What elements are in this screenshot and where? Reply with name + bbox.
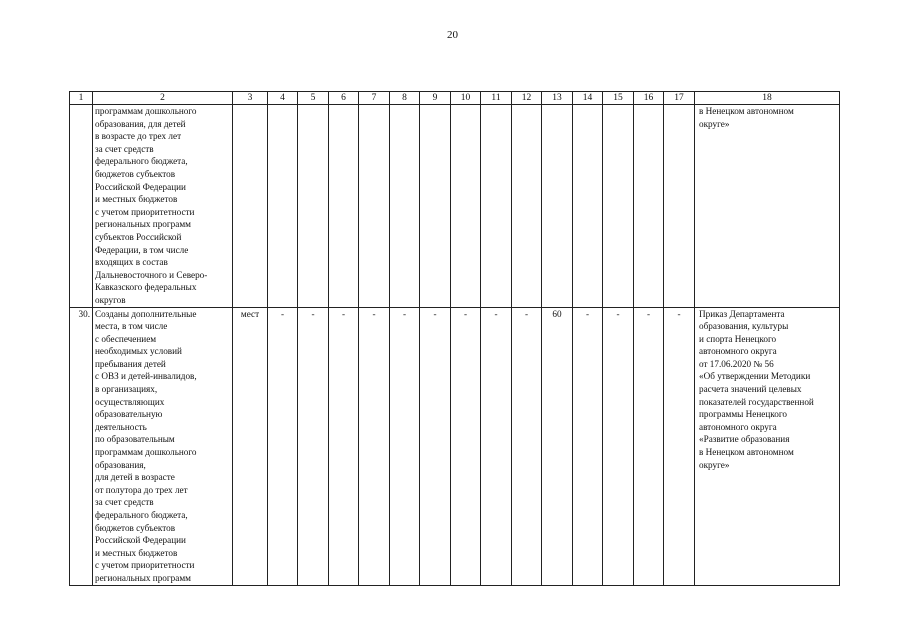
value-cell: -: [420, 307, 451, 585]
column-header: 15: [603, 92, 634, 105]
column-header: 13: [542, 92, 573, 105]
column-header: 8: [390, 92, 420, 105]
unit-cell: мест: [233, 307, 268, 585]
value-cell: [573, 105, 603, 308]
column-header: 16: [634, 92, 664, 105]
value-cell: -: [603, 307, 634, 585]
value-cell: -: [573, 307, 603, 585]
column-header: 17: [664, 92, 695, 105]
value-cell: 60: [542, 307, 573, 585]
column-header: 5: [298, 92, 329, 105]
value-cell: -: [359, 307, 390, 585]
column-header: 9: [420, 92, 451, 105]
column-header: 6: [329, 92, 359, 105]
column-header: 11: [481, 92, 512, 105]
value-cell: [268, 105, 298, 308]
value-cell: [542, 105, 573, 308]
value-cell: [481, 105, 512, 308]
value-cell: [390, 105, 420, 308]
column-header: 1: [70, 92, 93, 105]
column-header: 10: [451, 92, 481, 105]
column-header: 2: [93, 92, 233, 105]
unit-cell: [233, 105, 268, 308]
header-row: [70, 92, 840, 105]
value-cell: [451, 105, 481, 308]
value-cell: [298, 105, 329, 308]
indicators-table: [69, 91, 840, 586]
column-header: 18: [695, 92, 840, 105]
value-cell: [603, 105, 634, 308]
value-cell: -: [268, 307, 298, 585]
value-cell: -: [634, 307, 664, 585]
column-header: 12: [512, 92, 542, 105]
value-cell: [329, 105, 359, 308]
table-row: [70, 307, 840, 585]
value-cell: -: [664, 307, 695, 585]
indicator-name: программам дошкольного образования, для детей в возрасте до трех лет за счет средств федерального бюджета, бюджетов субъектов Российской Федерации и местных бюджетов с учетом приоритетности региональных программ субъектов Российской Федерации, в том числе входящих в состав Дальневосточного и Северо- Кавказского федеральных округов: [93, 105, 233, 308]
source-document: в Ненецком автономном округе»: [695, 105, 840, 308]
row-number: [70, 105, 93, 308]
value-cell: -: [329, 307, 359, 585]
value-cell: -: [298, 307, 329, 585]
value-cell: [359, 105, 390, 308]
value-cell: [512, 105, 542, 308]
value-cell: -: [481, 307, 512, 585]
value-cell: [420, 105, 451, 308]
row-number: 30.: [70, 307, 93, 585]
value-cell: [664, 105, 695, 308]
value-cell: -: [451, 307, 481, 585]
value-cell: -: [390, 307, 420, 585]
page-number: 20: [447, 29, 458, 41]
column-header: 14: [573, 92, 603, 105]
column-header: 4: [268, 92, 298, 105]
source-document: Приказ Департамента образования, культуры и спорта Ненецкого автономного округа от 17.06.2020 № 56 «Об утверждении Методики расчета значений целевых показателей государственной программы Ненецкого автономного округа «Развитие образования в Ненецком автономном округе»: [695, 307, 840, 585]
indicator-name: Созданы дополнительные места, в том числе с обеспечением необходимых условий пребывания детей с ОВЗ и детей-инвалидов, в организациях, осуществляющих образовательную деятельность по образовательным программам дошкольного образования, для детей в возрасте от полутора до трех лет за счет средств федерального бюджета, бюджетов субъектов Российской Федерации и местных бюджетов с учетом приоритетности региональных программ: [93, 307, 233, 585]
table-row: [70, 105, 840, 308]
column-header: 3: [233, 92, 268, 105]
value-cell: -: [512, 307, 542, 585]
column-header: 7: [359, 92, 390, 105]
value-cell: [634, 105, 664, 308]
